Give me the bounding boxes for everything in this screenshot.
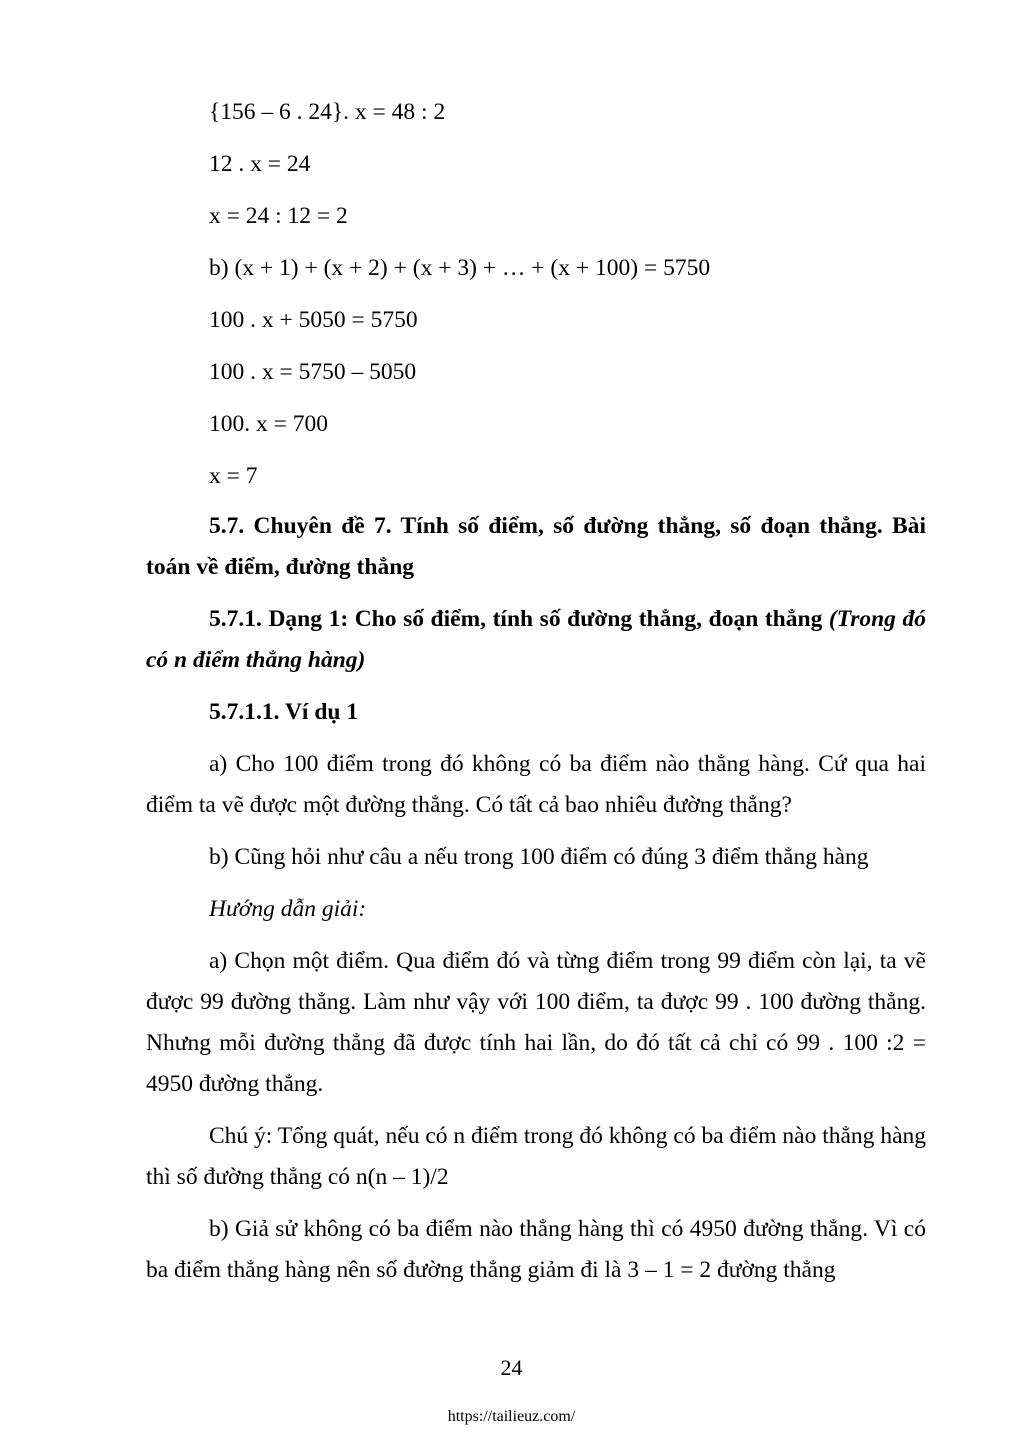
subsection-heading (146, 599, 926, 681)
equation-line: 100 . x = 5750 – 5050 (209, 359, 417, 385)
equation-line: 100 . x + 5050 = 5750 (209, 307, 418, 333)
page-number: 24 (500, 1355, 523, 1380)
equation-line: b) (x + 1) + (x + 2) + (x + 3) + … + (x + 100) = 5750 (209, 255, 711, 281)
problem-b: b) Cũng hỏi như câu a nếu trong 100 điểm có đúng 3 điểm thẳng hàng (209, 844, 869, 870)
equation-line: x = 24 : 12 = 2 (209, 203, 348, 229)
note-paragraph: Chú ý: Tổng quát, nếu có n điểm trong đó không có ba điểm nào thẳng hàng thì số đường thẳng có n(n – 1)/2 (146, 1123, 926, 1190)
footer-url[interactable]: https://tailieuz.com/ (447, 1408, 576, 1425)
example-heading: 5.7.1.1. Ví dụ 1 (209, 699, 359, 725)
solution-a: a) Chọn một điểm. Qua điểm đó và từng điểm trong 99 điểm còn lại, ta vẽ được 99 đường thẳng. Làm như vậy với 100 điểm, ta được 99 . 100 đường thẳng. Nhưng mỗi đường thẳng đã được tính hai lần, do đó tất cả chỉ có 99 . 100 :2 = 4950 đường thẳng. (146, 948, 926, 1097)
equation-line: x = 7 (209, 463, 258, 489)
equation-line: 100. x = 700 (209, 411, 329, 437)
page-content (146, 90, 926, 1302)
section-heading: 5.7. Chuyên đề 7. Tính số điểm, số đường thẳng, số đoạn thẳng. Bài toán về điểm, đường thẳng (146, 513, 926, 580)
equation-line: 12 . x = 24 (209, 151, 311, 177)
guide-label: Hướng dẫn giải: (209, 896, 367, 922)
subsection-heading-main: 5.7.1. Dạng 1: Cho số điểm, tính số đường thẳng, đoạn thẳng (209, 606, 829, 632)
problem-a: a) Cho 100 điểm trong đó không có ba điểm nào thẳng hàng. Cứ qua hai điểm ta vẽ được một đường thẳng. Có tất cả bao nhiêu đường thẳng? (146, 751, 926, 818)
subsection-heading-note: (Trong đó có n điểm thẳng hàng) (146, 606, 926, 673)
equation-line: {156 – 6 . 24}. x = 48 : 2 (209, 99, 446, 125)
solution-b: b) Giả sử không có ba điểm nào thẳng hàng thì có 4950 đường thẳng. Vì có ba điểm thẳng hàng nên số đường thẳng giảm đi là 3 – 1 = 2 đường thẳng (146, 1216, 926, 1283)
